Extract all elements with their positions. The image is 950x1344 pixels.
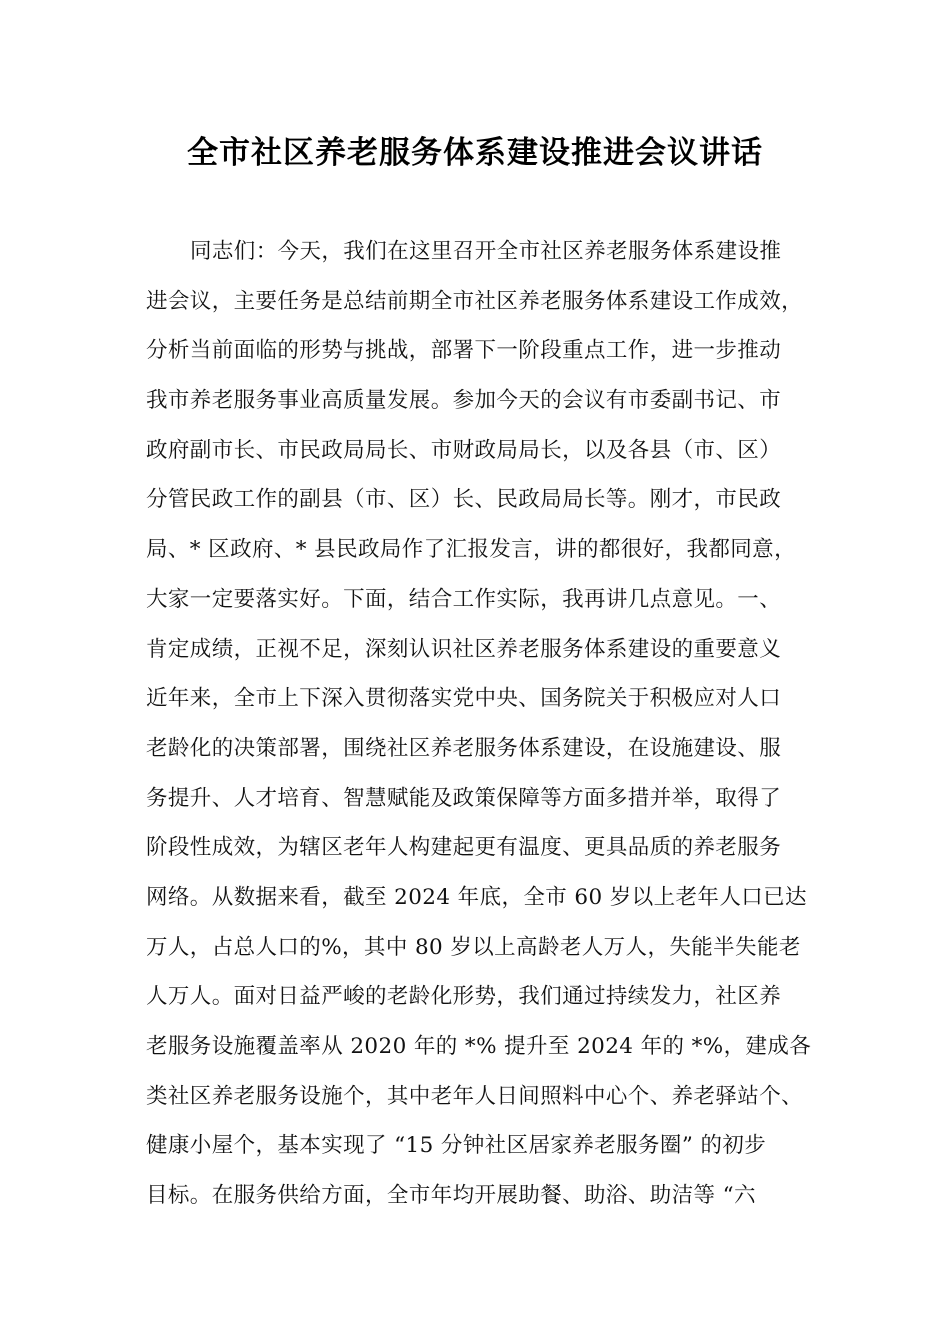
body-line: 万人，占总人口的%，其中 80 岁以上高龄老人万人，失能半失能老 — [146, 934, 801, 960]
body-line: 类社区养老服务设施个，其中老年人日间照料中心个、养老驿站个、 — [146, 1083, 804, 1109]
body-line: 同志们：今天，我们在这里召开全市社区养老服务体系建设推 — [190, 239, 782, 264]
body-line: 健康小屋个，基本实现了 “15 分钟社区居家养老服务圈” 的初步 — [146, 1133, 767, 1159]
body-line: 人万人。面对日益严峻的老龄化形势，我们通过持续发力，社区养 — [146, 984, 782, 1010]
body-line: 政府副市长、市民政局局长、市财政局局长，以及各县（市、区） — [146, 437, 782, 463]
body-line: 局、* 区政府、* 县民政局作了汇报发言，讲的都很好，我都同意， — [146, 537, 796, 563]
body-line: 大家一定要落实好。下面，结合工作实际，我再讲几点意见。一、 — [146, 586, 782, 612]
document-title: 全市社区养老服务体系建设推进会议讲话 — [187, 135, 763, 171]
body-line: 目标。在服务供给方面，全市年均开展助餐、助浴、助洁等 “六 — [146, 1183, 756, 1209]
body-line: 老龄化的决策部署，围绕社区养老服务体系建设，在设施建设、服 — [146, 735, 782, 761]
body-line: 进会议，主要任务是总结前期全市社区养老服务体系建设工作成效， — [146, 288, 804, 314]
body-line: 阶段性成效，为辖区老年人构建起更有温度、更具品质的养老服务 — [146, 835, 782, 861]
body-line: 分析当前面临的形势与挑战，部署下一阶段重点工作，进一步推动 — [146, 338, 782, 364]
body-line: 近年来，全市上下深入贯彻落实党中央、国务院关于积极应对人口 — [146, 686, 782, 712]
body-line: 网络。从数据来看，截至 2024 年底，全市 60 岁以上老年人口已达 — [146, 884, 807, 910]
body-line: 务提升、人才培育、智慧赋能及政策保障等方面多措并举，取得了 — [146, 785, 782, 811]
document-body — [146, 232, 811, 1226]
body-line: 老服务设施覆盖率从 2020 年的 *% 提升至 2024 年的 *%，建成各 — [146, 1034, 812, 1059]
body-line: 肯定成绩，正视不足，深刻认识社区养老服务体系建设的重要意义 — [146, 636, 782, 662]
body-line: 分管民政工作的副县（市、区）长、民政局局长等。刚才，市民政 — [146, 487, 782, 513]
body-line: 我市养老服务事业高质量发展。参加今天的会议有市委副书记、市 — [146, 388, 782, 414]
